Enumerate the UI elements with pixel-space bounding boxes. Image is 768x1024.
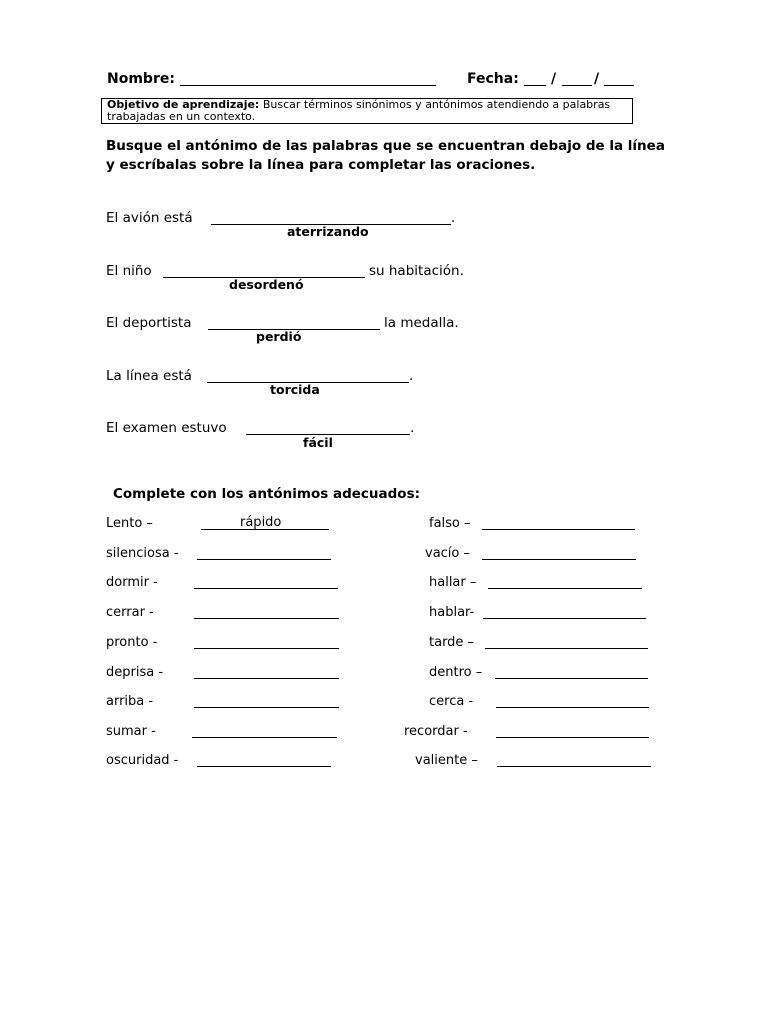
right-word-7: cerca -	[429, 694, 474, 709]
sentence-1-end: .	[451, 210, 456, 226]
left-word-2: silenciosa -	[106, 546, 179, 561]
left-blank-8[interactable]	[192, 737, 337, 738]
sentence-3-start: El deportista	[106, 315, 192, 331]
date-separator: /	[551, 71, 557, 87]
right-blank-4[interactable]	[483, 618, 646, 619]
right-word-8: recordar -	[404, 724, 468, 739]
sentence-4-hint: torcida	[270, 382, 320, 397]
sentence-1-start: El avión está	[106, 210, 193, 226]
section2-title: Complete con los antónimos adecuados:	[113, 486, 421, 502]
sentence-2-hint: desordenó	[229, 277, 304, 292]
left-blank-9[interactable]	[197, 766, 331, 767]
date-day-field[interactable]	[524, 85, 546, 86]
sentence-2-start: El niño	[106, 263, 152, 279]
left-word-3: dormir -	[106, 575, 158, 590]
name-field[interactable]	[180, 85, 436, 86]
left-word-4: cerrar -	[106, 605, 154, 620]
date-year-field[interactable]	[604, 85, 634, 86]
sentence-1-hint: aterrizando	[287, 224, 369, 239]
left-word-6: deprisa -	[106, 665, 164, 680]
sentence-3-hint: perdió	[256, 329, 302, 344]
date-month-field[interactable]	[562, 85, 592, 86]
right-blank-3[interactable]	[488, 588, 642, 589]
right-blank-6[interactable]	[495, 678, 648, 679]
right-word-2: vacío –	[425, 546, 471, 561]
right-word-3: hallar –	[429, 575, 477, 590]
right-blank-7[interactable]	[496, 707, 649, 708]
sentence-4-end: .	[409, 368, 414, 384]
sentence-3-end: la medalla.	[384, 315, 459, 331]
left-blank-4[interactable]	[194, 618, 339, 619]
left-blank-3[interactable]	[194, 588, 338, 589]
right-word-4: hablar-	[429, 605, 475, 620]
right-word-1: falso –	[429, 516, 471, 531]
left-answer-1: rápido	[240, 515, 282, 530]
date-separator: /	[594, 71, 600, 87]
objective-label: Objetivo de aprendizaje:	[107, 98, 260, 111]
left-blank-2[interactable]	[197, 559, 331, 560]
left-word-8: sumar -	[106, 724, 156, 739]
right-blank-2[interactable]	[482, 559, 636, 560]
right-blank-9[interactable]	[497, 766, 651, 767]
right-word-9: valiente –	[415, 753, 478, 768]
right-word-5: tarde –	[429, 635, 475, 650]
objective-box	[101, 98, 633, 124]
right-blank-1[interactable]	[482, 529, 635, 530]
name-label: Nombre:	[107, 71, 175, 87]
right-word-6: dentro –	[429, 665, 483, 680]
sentence-5-start: El examen estuvo	[106, 420, 227, 436]
left-blank-5[interactable]	[194, 648, 339, 649]
sentence-5-end: .	[410, 420, 415, 436]
sentence-2-end: su habitación.	[369, 263, 464, 279]
right-blank-8[interactable]	[496, 737, 649, 738]
left-word-9: oscuridad -	[106, 753, 179, 768]
left-blank-7[interactable]	[194, 707, 339, 708]
instructions: Busque el antónimo de las palabras que se encuentran debajo de la línea y escríbalas sobre la línea para completar las oraciones.	[106, 138, 665, 173]
right-blank-5[interactable]	[485, 648, 648, 649]
sentence-4-start: La línea está	[106, 368, 192, 384]
left-word-5: pronto -	[106, 635, 158, 650]
objective-text: Buscar términos sinónimos y antónimos atendiendo a palabras trabajadas en un contexto.	[107, 98, 611, 123]
date-label: Fecha:	[467, 71, 519, 87]
left-word-1: Lento –	[106, 516, 153, 531]
sentence-5-hint: fácil	[303, 435, 333, 450]
left-blank-6[interactable]	[194, 678, 339, 679]
left-word-7: arriba -	[106, 694, 154, 709]
